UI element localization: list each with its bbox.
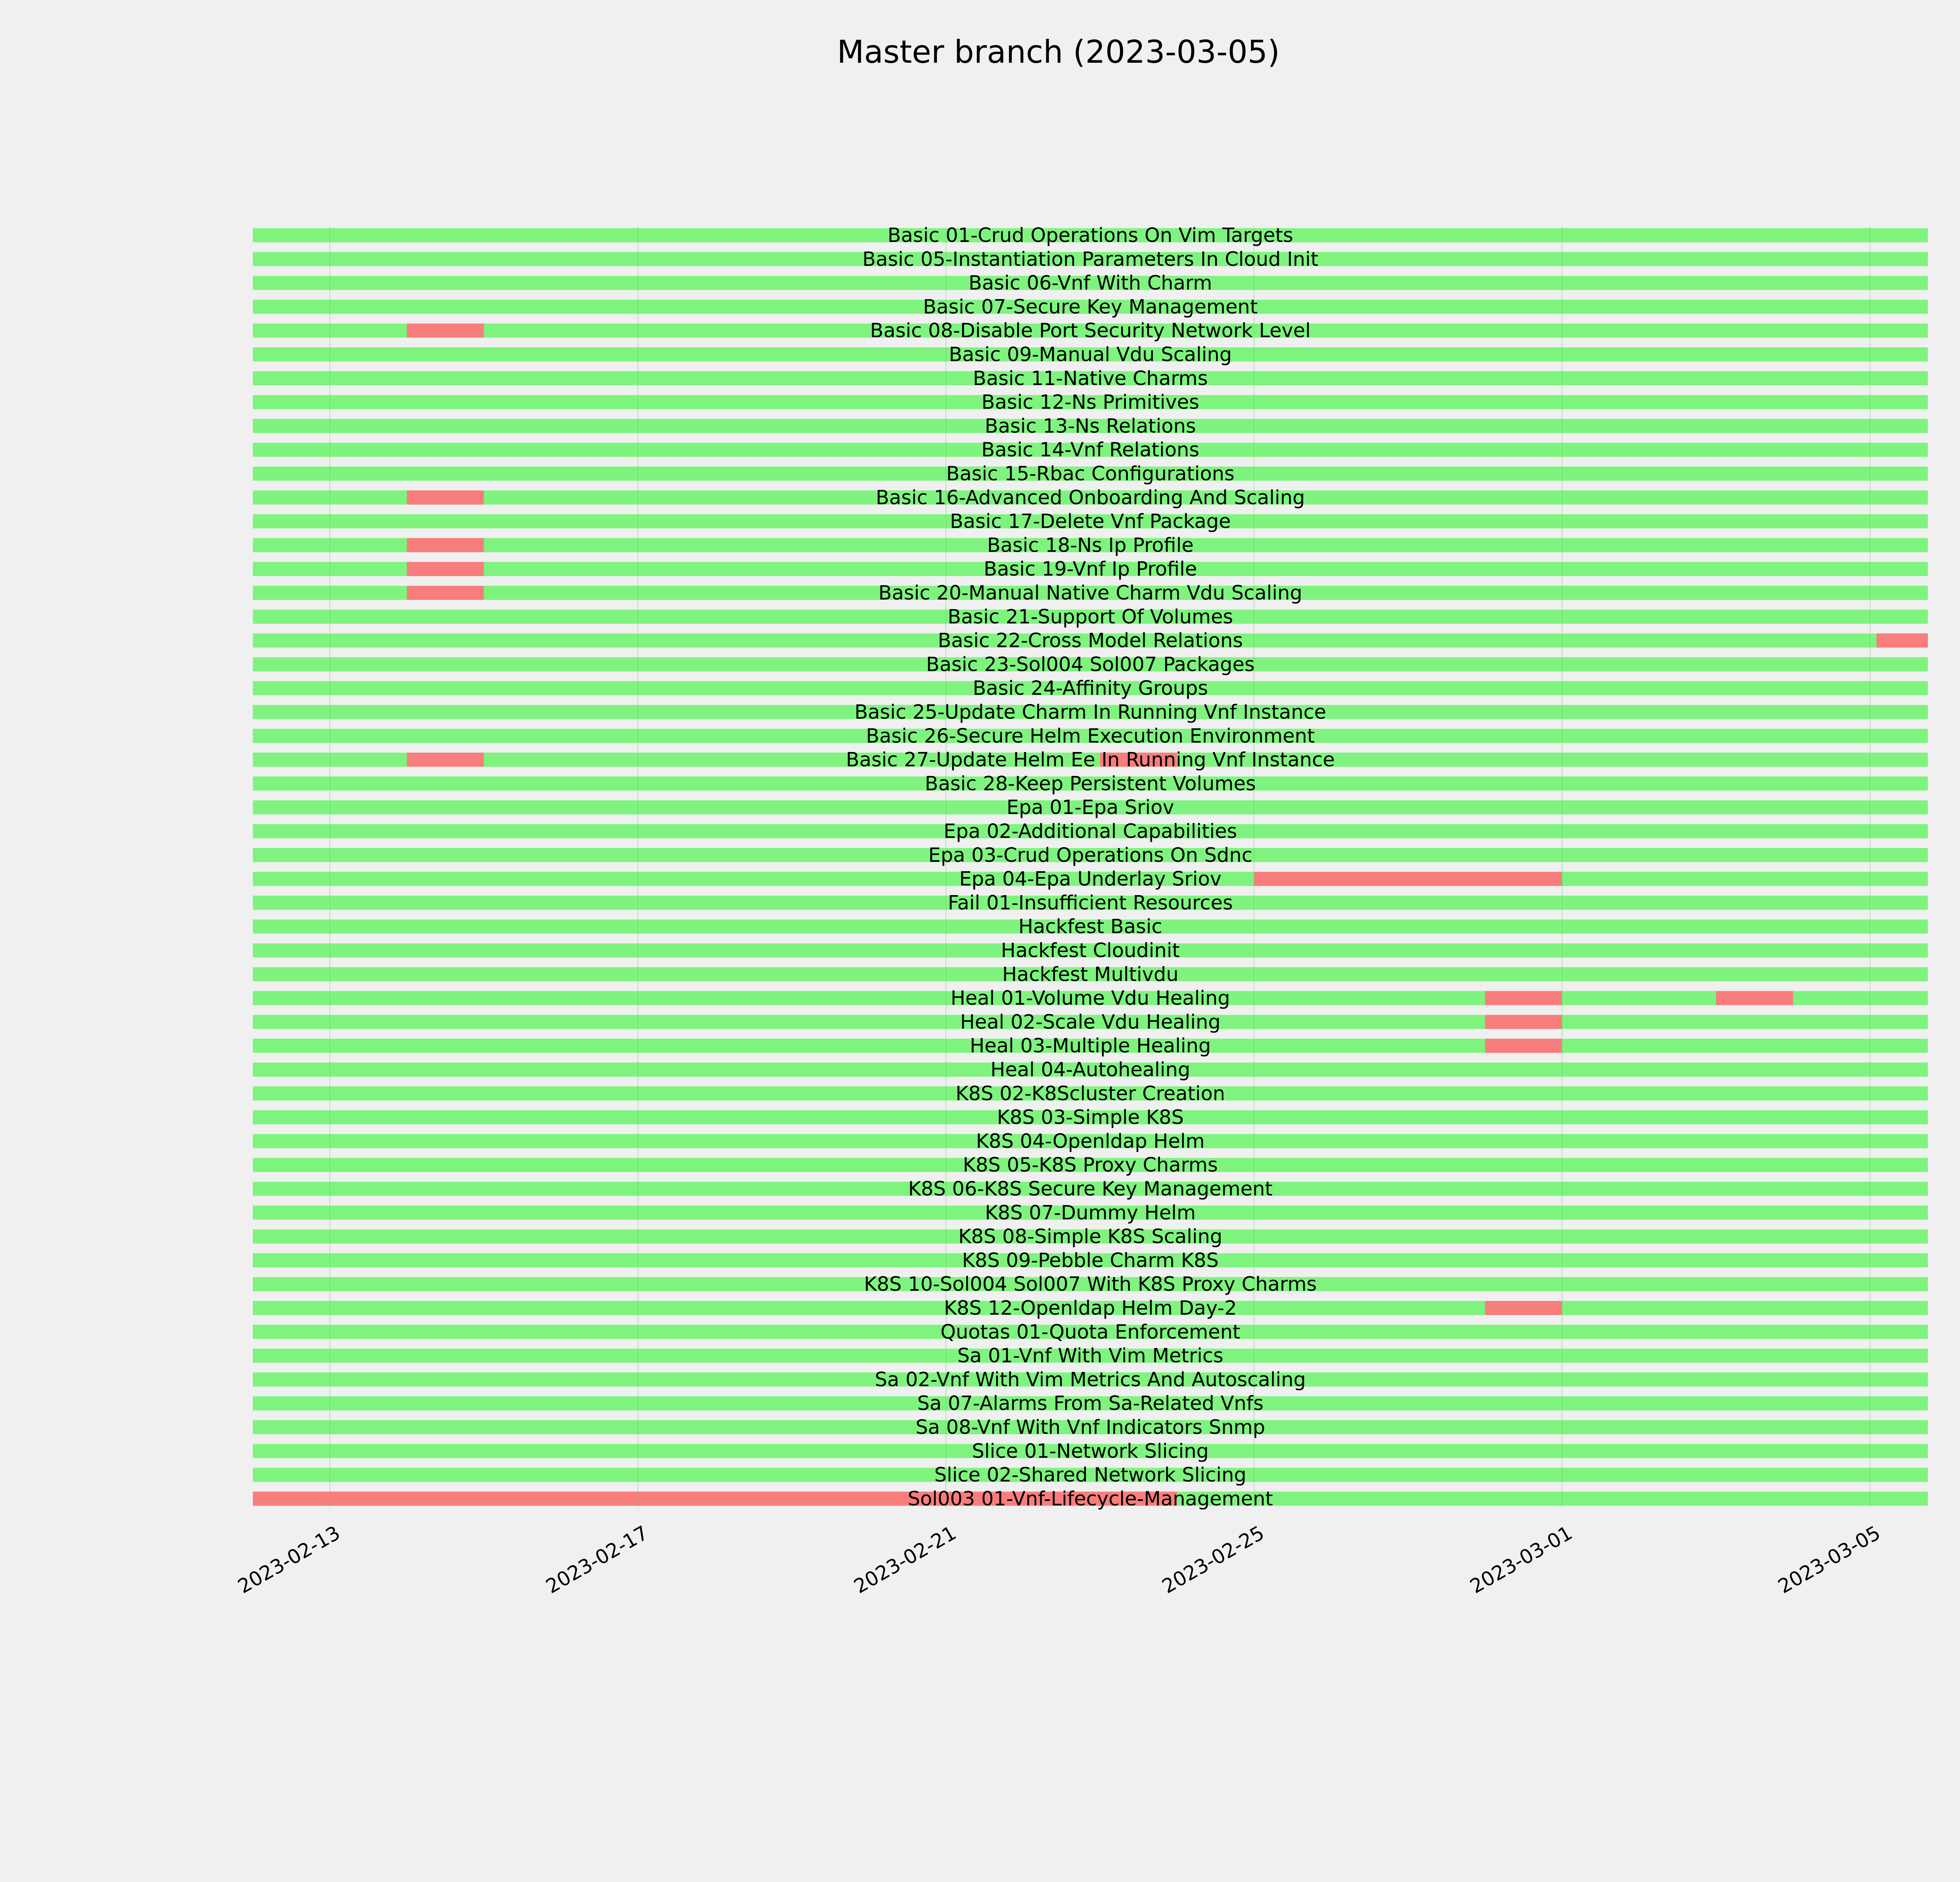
x-axis-ticks: [234, 1521, 1884, 1598]
row-label: Basic 18-Ns Ip Profile: [987, 534, 1194, 557]
row-label: Sol003 01-Vnf-Lifecycle-Management: [907, 1487, 1273, 1510]
row-label: Heal 03-Multiple Healing: [969, 1034, 1211, 1057]
fail-bar: [407, 753, 484, 767]
row-label: K8S 04-Openldap Helm: [976, 1130, 1205, 1153]
fail-bar: [1485, 1301, 1562, 1315]
fail-bar: [407, 538, 484, 552]
row-label: Basic 17-Delete Vnf Package: [950, 510, 1231, 533]
row-label: Sa 08-Vnf With Vnf Indicators Snmp: [915, 1416, 1265, 1439]
row-label: Epa 04-Epa Underlay Sriov: [959, 867, 1222, 890]
x-tick-label: 2023-03-05: [1774, 1521, 1884, 1598]
row-label: K8S 07-Dummy Helm: [985, 1201, 1196, 1224]
row-label: Hackfest Multivdu: [1002, 963, 1179, 986]
row-label: Basic 24-Affinity Groups: [973, 677, 1208, 700]
row-label: Slice 02-Shared Network Slicing: [934, 1463, 1247, 1486]
fail-bar: [1485, 1015, 1562, 1029]
row-label: Basic 07-Secure Key Management: [923, 295, 1258, 318]
row-label: K8S 12-Openldap Helm Day-2: [944, 1297, 1237, 1319]
x-tick-label: 2023-02-13: [234, 1521, 344, 1598]
row-labels: [846, 224, 1335, 1510]
row-label: Basic 15-Rbac Configurations: [946, 462, 1235, 485]
row-label: Heal 01-Volume Vdu Healing: [950, 986, 1230, 1010]
x-tick-label: 2023-02-21: [850, 1521, 960, 1598]
row-label: Basic 21-Support Of Volumes: [947, 605, 1233, 628]
row-label: K8S 05-K8S Proxy Charms: [963, 1154, 1218, 1177]
row-label: Basic 08-Disable Port Security Network Level: [870, 319, 1311, 342]
fail-bar: [1254, 872, 1562, 886]
fail-bar: [407, 323, 484, 338]
row-label: K8S 08-Simple K8S Scaling: [958, 1225, 1223, 1248]
row-label: Heal 02-Scale Vdu Healing: [960, 1010, 1221, 1034]
row-label: Basic 09-Manual Vdu Scaling: [949, 343, 1232, 366]
row-label: Basic 13-Ns Relations: [985, 414, 1196, 438]
row-label: Sa 01-Vnf With Vim Metrics: [957, 1344, 1223, 1367]
fail-bar: [407, 586, 484, 600]
fail-bar: [407, 490, 484, 505]
x-tick-label: 2023-02-25: [1158, 1521, 1268, 1598]
fail-bar: [1485, 991, 1562, 1005]
fail-bar: [1485, 1039, 1562, 1053]
row-label: Sa 02-Vnf With Vim Metrics And Autoscaling: [875, 1368, 1306, 1391]
row-label: Basic 25-Update Charm In Running Vnf Instance: [854, 701, 1327, 723]
row-label: Slice 01-Network Slicing: [972, 1439, 1209, 1462]
row-label: Basic 20-Manual Native Charm Vdu Scaling: [878, 581, 1303, 604]
row-label: Fail 01-Insufficient Resources: [947, 891, 1233, 914]
x-tick-label: 2023-03-01: [1466, 1521, 1576, 1598]
chart-title: Master branch (2023-03-05): [837, 34, 1280, 70]
row-label: K8S 10-Sol004 Sol007 With K8S Proxy Charms: [864, 1273, 1317, 1296]
row-label: Basic 26-Secure Helm Execution Environment: [866, 724, 1315, 747]
row-label: Basic 23-Sol004 Sol007 Packages: [926, 653, 1255, 676]
fail-bar: [1877, 634, 1928, 648]
row-label: Epa 02-Additional Capabilities: [944, 820, 1237, 843]
row-label: Epa 03-Crud Operations On Sdnc: [928, 843, 1252, 867]
fail-bar: [1716, 991, 1793, 1005]
row-label: Quotas 01-Quota Enforcement: [940, 1320, 1241, 1343]
row-label: K8S 06-K8S Secure Key Management: [908, 1177, 1273, 1200]
row-label: K8S 02-K8Scluster Creation: [955, 1082, 1225, 1105]
row-label: Basic 28-Keep Persistent Volumes: [925, 772, 1256, 795]
row-label: Basic 14-Vnf Relations: [981, 438, 1200, 461]
row-label: K8S 09-Pebble Charm K8S: [962, 1249, 1219, 1272]
fail-bar: [407, 562, 484, 576]
row-label: Basic 22-Cross Model Relations: [938, 629, 1243, 652]
row-label: Hackfest Cloudinit: [1001, 939, 1180, 962]
row-label: Heal 04-Autohealing: [990, 1058, 1191, 1081]
row-label: Hackfest Basic: [1018, 915, 1162, 938]
row-label: Basic 27-Update Helm Ee In Running Vnf Instance: [846, 748, 1335, 771]
row-label: Sa 07-Alarms From Sa-Related Vnfs: [917, 1392, 1264, 1415]
row-label: K8S 03-Simple K8S: [997, 1106, 1184, 1129]
row-label: Basic 06-Vnf With Charm: [968, 271, 1212, 294]
row-label: Basic 01-Crud Operations On Vim Targets: [887, 224, 1293, 247]
row-label: Basic 05-Instantiation Parameters In Cloud Init: [862, 247, 1319, 271]
row-label: Basic 12-Ns Primitives: [981, 391, 1200, 414]
row-label: Epa 01-Epa Sriov: [1006, 796, 1174, 819]
x-tick-label: 2023-02-17: [542, 1521, 652, 1598]
row-label: Basic 19-Vnf Ip Profile: [984, 558, 1197, 581]
row-label: Basic 16-Advanced Onboarding And Scaling: [876, 486, 1305, 509]
row-label: Basic 11-Native Charms: [973, 367, 1208, 390]
